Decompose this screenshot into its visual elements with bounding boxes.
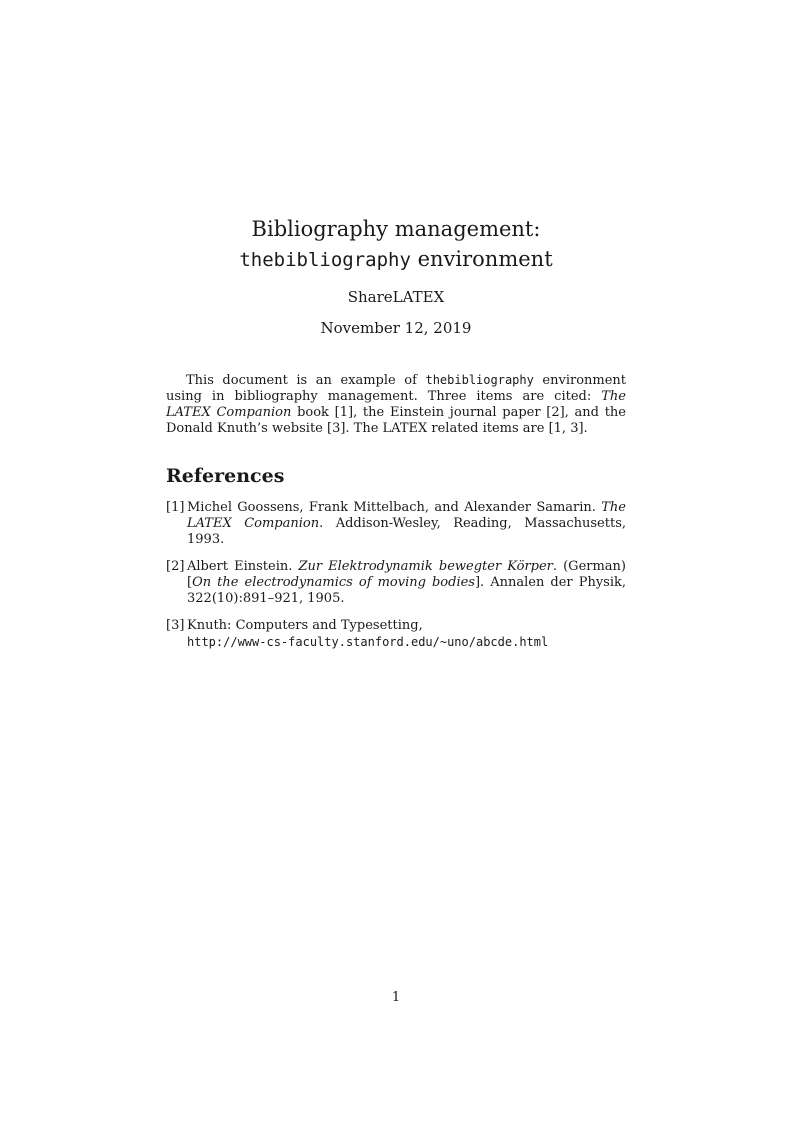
reference-title: The LATEX Companion — [187, 500, 626, 531]
intro-paragraph — [166, 372, 626, 437]
reference-publisher: . Addison-Wesley, Reading, Massachusetts, 1993. — [187, 516, 627, 547]
reference-note: . (German) [ — [187, 559, 626, 590]
page-number: 1 — [391, 990, 401, 1005]
title-code: thebibliography — [239, 249, 411, 271]
reference-url-link[interactable]: http://www-cs-faculty.stanford.edu/~uno/abcde.html — [187, 635, 549, 649]
title-environment: environment — [410, 247, 553, 271]
intro-text-2: environment using in bibliography management. Three items are cited: — [166, 373, 627, 404]
intro-book-title: The LATEX Companion — [166, 389, 626, 420]
reference-number: [2] — [166, 559, 185, 574]
reference-translated-title: On the electrodynamics of moving bodies — [192, 575, 475, 590]
reference-title: Knuth: Computers and Typesetting, — [187, 618, 423, 633]
references-heading: References — [166, 465, 285, 487]
title-line-1: Bibliography management: — [251, 217, 541, 241]
reference-title: Zur Elektrodynamik bewegter Körper — [298, 559, 553, 574]
reference-number: [1] — [166, 500, 185, 515]
reference-authors: Albert Einstein. — [187, 559, 299, 574]
reference-item — [166, 500, 626, 548]
reference-list — [166, 500, 626, 662]
intro-text-3: book [1], the Einstein journal paper [2], and the Donald Knuth’s website [3]. The LATEX related items are [1, 3]. — [166, 405, 627, 436]
reference-journal: ]. Annalen der Physik, 322(10):891–921, 1905. — [187, 575, 626, 606]
reference-item — [166, 618, 626, 651]
document-date: November 12, 2019 — [320, 319, 472, 337]
reference-authors: Michel Goossens, Frank Mittelbach, and Alexander Samarin. — [187, 500, 602, 515]
document-author: ShareLATEX — [347, 288, 445, 306]
intro-text-1: This document is an example of — [186, 373, 426, 388]
reference-item — [166, 559, 626, 607]
title-line-2 — [166, 244, 626, 275]
intro-code: thebibliography — [425, 373, 534, 387]
reference-number: [3] — [166, 618, 185, 633]
